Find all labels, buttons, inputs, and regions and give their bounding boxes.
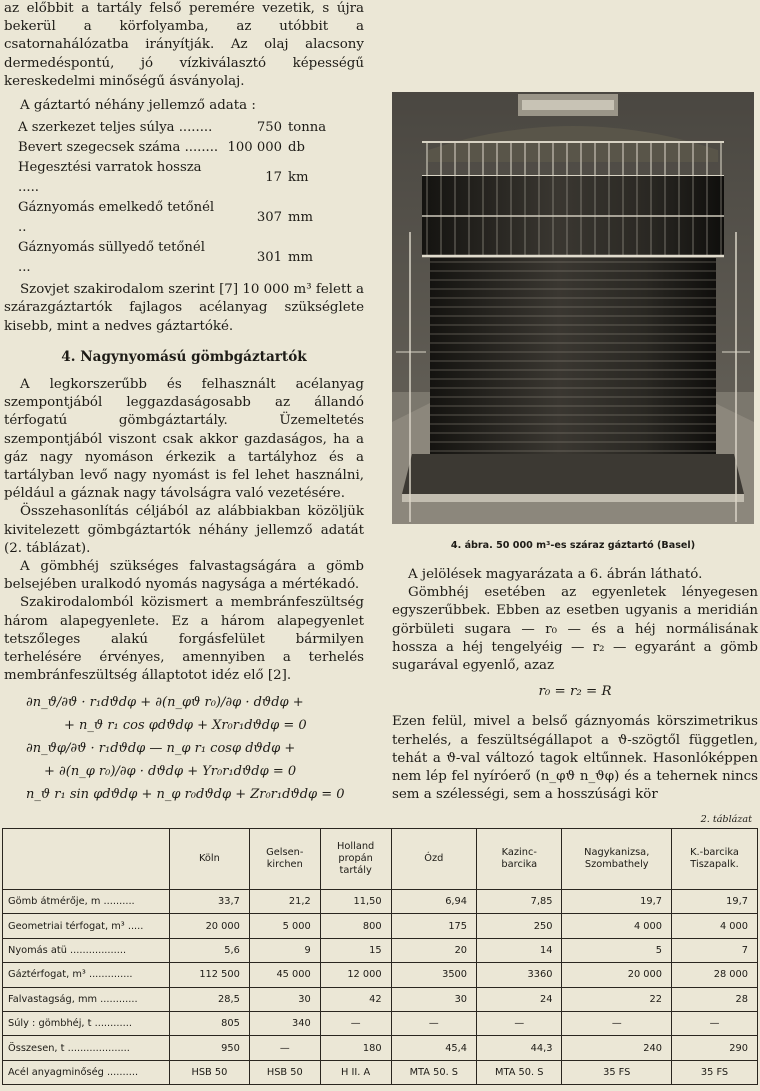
table-cell: MTA 50. S <box>391 1060 476 1084</box>
equation-4: + ∂(n_φ r₀)/∂φ · dϑdφ + Yr₀r₁dϑdφ = 0 <box>44 764 297 780</box>
row-label: Gáztérfogat, m³ .............. <box>3 963 170 987</box>
table-cell: 175 <box>391 914 476 938</box>
specs-title: A gáztartó néhány jellemző adata : <box>20 98 256 114</box>
table-cell: 14 <box>477 938 562 962</box>
table-cell: 5 <box>562 938 672 962</box>
gas-holder-illustration <box>392 92 754 524</box>
table-cell: 28 000 <box>672 963 758 987</box>
spec-label: A szerkezet teljes súlya ........ <box>18 120 213 136</box>
table-cell: — <box>320 1011 391 1035</box>
table-cell: 33,7 <box>170 890 250 914</box>
table-cell: 3500 <box>391 963 476 987</box>
equation-2: + n_ϑ r₁ cos φdϑdφ + Xr₀r₁dϑdφ = 0 <box>64 718 307 734</box>
table-cell: 42 <box>320 987 391 1011</box>
table-cell: 250 <box>477 914 562 938</box>
table-cell: — <box>672 1011 758 1035</box>
table-cell: 21,2 <box>249 890 320 914</box>
table-cell: HSB 50 <box>249 1060 320 1084</box>
column-header: Holland propán tartály <box>320 829 391 890</box>
table-cell: 28,5 <box>170 987 250 1011</box>
left-column <box>4 0 364 806</box>
gas-holder-photo <box>392 92 754 524</box>
spec-unit: mm <box>288 210 314 226</box>
table-row <box>3 987 758 1011</box>
spec-value: 307 <box>256 210 282 226</box>
table-cell: 5,6 <box>170 938 250 962</box>
spec-row <box>18 238 358 278</box>
table-cell: 20 <box>391 938 476 962</box>
spec-value: 100 000 <box>227 140 282 156</box>
spec-unit: db <box>288 140 305 156</box>
row-label: Súly : gömbhéj, t ............ <box>3 1011 170 1035</box>
figure-caption: 4. ábra. 50 000 m³-es száraz gáztartó (Basel) <box>450 540 696 551</box>
column-header: Nagykanizsa, Szombathely <box>562 829 672 890</box>
table-cell: 30 <box>391 987 476 1011</box>
table-cell: H II. A <box>320 1060 391 1084</box>
table-row <box>3 914 758 938</box>
table-cell: 22 <box>562 987 672 1011</box>
right-paragraph-2: Gömbhéj esetében az egyenletek lényegesen egyszerűbbek. Ebben az esetben ugyanis a meridián görbületi sugara — r₀ — és a héj normálisának hossza a héj tengelyéig — r₂ — egyaránt a gömb sugarával egyenlő, azaz <box>392 585 758 674</box>
table-cell: 30 <box>249 987 320 1011</box>
table-row <box>3 963 758 987</box>
paragraph-3: A gömbhéj szükséges falvastagságára a gömb belsejében uralkodó nyomás nagysága a mértékadó. <box>4 559 364 593</box>
table-cell: 20 000 <box>170 914 250 938</box>
column-header: Köln <box>170 829 250 890</box>
table-cell: 3360 <box>477 963 562 987</box>
table-cell: 340 <box>249 1011 320 1035</box>
paragraph-2: Összehasonlítás céljából az alábbiakban közöljük kivitelezett gömbgáztartók néhány jellemző adatát (2. táblázat). <box>4 504 364 556</box>
table-cell: 112 500 <box>170 963 250 987</box>
table-cell: 4 000 <box>562 914 672 938</box>
table-cell: 7 <box>672 938 758 962</box>
table-cell: 15 <box>320 938 391 962</box>
spec-value: 301 <box>256 250 282 266</box>
row-label: Nyomás atü .................. <box>3 938 170 962</box>
spec-row <box>18 118 358 138</box>
table-row <box>3 1036 758 1060</box>
table-cell: 28 <box>672 987 758 1011</box>
header-corner <box>3 829 170 890</box>
table-cell: 24 <box>477 987 562 1011</box>
table-row <box>3 890 758 914</box>
right-column <box>392 566 758 804</box>
column-header: Kazinc- barcika <box>477 829 562 890</box>
spec-unit: km <box>288 170 309 186</box>
table-cell: 290 <box>672 1036 758 1060</box>
spec-unit: mm <box>288 250 314 266</box>
spec-label: Hegesztési varratok hossza ..... <box>18 160 202 196</box>
row-label: Falvastagság, mm ............ <box>3 987 170 1011</box>
equation-3: ∂n_ϑφ/∂ϑ · r₁dϑdφ — n_φ r₁ cosφ dϑdφ + <box>26 741 296 757</box>
spec-row <box>18 158 358 198</box>
spec-label: Bevert szegecsek száma ........ <box>18 140 219 156</box>
table-label: 2. táblázat <box>700 814 752 825</box>
table-cell: — <box>249 1036 320 1060</box>
table-cell: 9 <box>249 938 320 962</box>
equation-1: ∂n_ϑ/∂ϑ · r₁dϑdφ + ∂(n_φϑ r₀)/∂φ · dϑdφ + <box>26 695 304 711</box>
table-cell: 4 000 <box>672 914 758 938</box>
table-cell: HSB 50 <box>170 1060 250 1084</box>
row-label: Összesen, t .................... <box>3 1036 170 1060</box>
table-cell: — <box>477 1011 562 1035</box>
right-paragraph-3: Ezen felül, mivel a belső gáznyomás körszimetrikus terhelés, a feszültségállapot a ϑ-szögtől független, tehát a ϑ-val változó tagok eltűnnek. Hasonlóképpen nem lép fel nyíróerő (n_φϑ n_ϑφ) és a tehernek nincs sem a szélességi, sem a hosszúsági kör <box>392 714 758 803</box>
table-cell: 11,50 <box>320 890 391 914</box>
right-paragraph-1: A jelölések magyarázata a 6. ábrán látható. <box>408 567 703 582</box>
table-header-row <box>3 829 758 890</box>
table-row <box>3 1011 758 1035</box>
table-row <box>3 1060 758 1084</box>
spec-unit: tonna <box>288 120 327 136</box>
table-cell: MTA 50. S <box>477 1060 562 1084</box>
table-cell: 240 <box>562 1036 672 1060</box>
spec-value: 17 <box>265 170 282 186</box>
equation-5: n_ϑ r₁ sin φdϑdφ + n_φ r₀dϑdφ + Zr₀r₁dϑdφ = 0 <box>26 787 345 803</box>
spec-row <box>18 138 358 158</box>
table-cell: 19,7 <box>672 890 758 914</box>
spec-label: Gáznyomás emelkedő tetőnél .. <box>18 200 215 236</box>
row-label: Gömb átmérője, m .......... <box>3 890 170 914</box>
spec-value: 750 <box>256 120 282 136</box>
specs-table <box>18 118 358 278</box>
table-cell: 805 <box>170 1011 250 1035</box>
table-cell: 180 <box>320 1036 391 1060</box>
table-cell: 7,85 <box>477 890 562 914</box>
data-table <box>2 828 758 1085</box>
section-title: 4. Nagynyomású gömbgáztartók <box>61 348 307 365</box>
table-cell: — <box>562 1011 672 1035</box>
table-cell: 6,94 <box>391 890 476 914</box>
row-label: Geometriai térfogat, m³ ..... <box>3 914 170 938</box>
table-cell: 950 <box>170 1036 250 1060</box>
spec-row <box>18 198 358 238</box>
table-cell: 12 000 <box>320 963 391 987</box>
table-cell: — <box>391 1011 476 1035</box>
table-cell: 44,3 <box>477 1036 562 1060</box>
table-row <box>3 938 758 962</box>
soviet-paragraph: Szovjet szakirodalom szerint [7] 10 000 m³ felett a szárazgáztartók fajlagos acélanyag szükséglete kisebb, mint a nedves gáztartóké. <box>4 282 364 334</box>
table-cell: 5 000 <box>249 914 320 938</box>
radius-equation: r₀ = r₂ = R <box>538 684 612 700</box>
paragraph-4: Szakirodalomból közismert a membránfeszültség három alapegyenlete. Ez a három alapegyenlet tetszőleges alakú forgásfelület bármilyen terhelésére érvényes, amennyiben a terhelés membránfeszültség állaptotot idéz elő [2]. <box>4 595 364 684</box>
table-cell: 35 FS <box>562 1060 672 1084</box>
column-header: K.-barcika Tiszapalk. <box>672 829 758 890</box>
row-label: Acél anyagminőség .......... <box>3 1060 170 1084</box>
intro-paragraph: az előbbit a tartály felső peremére vezetik, s újra bekerül a körfolyamba, az utóbbit a csatornahálózatba irányítják. Az olaj alacsony dermedéspontú, jó vízkiválasztó képességű kereskedelmi minőségű ásványolaj. <box>4 1 364 89</box>
table-cell: 35 FS <box>672 1060 758 1084</box>
table-cell: 19,7 <box>562 890 672 914</box>
paragraph-1: A legkorszerűbb és felhasznált acélanyag szempontjából leggazdaságosabb az állandó térfogatú gömbgáztartály. Üzemeltetés szempontjából viszont csak akkor gazdaságos, ha a gáz nagy nyomáson érkezik a tartályhoz és a tartályban levő nagy nyomást is fel lehet használni, például a gáznak nagy távolságra való vezetésére. <box>4 377 364 502</box>
table-cell: 45,4 <box>391 1036 476 1060</box>
column-header: Gelsen- kirchen <box>249 829 320 890</box>
table-cell: 800 <box>320 914 391 938</box>
column-header: Ózd <box>391 829 476 890</box>
spec-label: Gáznyomás süllyedő tetőnél ... <box>18 240 205 276</box>
table-cell: 20 000 <box>562 963 672 987</box>
table-cell: 45 000 <box>249 963 320 987</box>
